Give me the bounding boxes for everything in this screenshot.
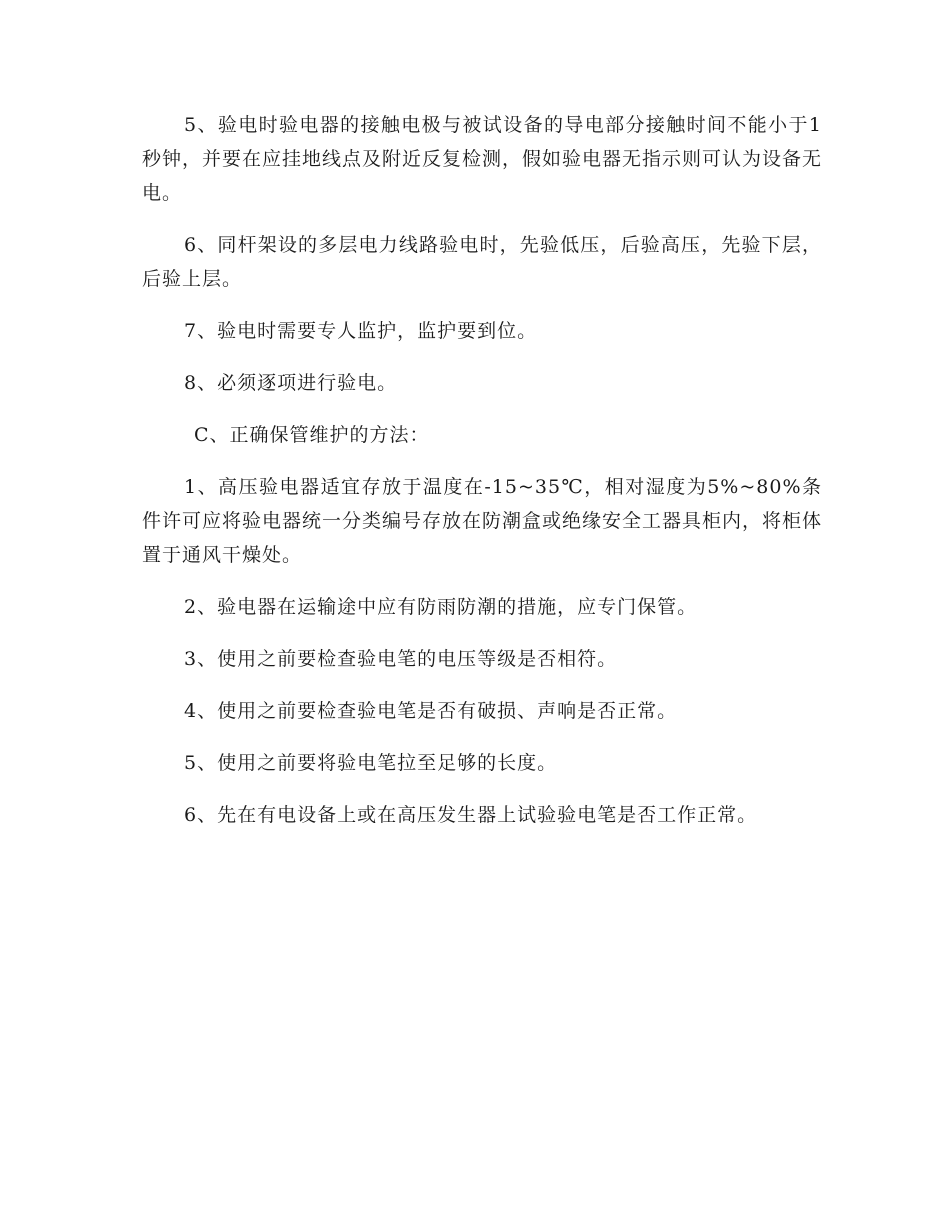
paragraph-7-supervision: 7、验电时需要专人监护，监护要到位。	[184, 320, 538, 342]
paragraph-storage-3: 3、使用之前要检查验电笔的电压等级是否相符。	[184, 648, 618, 670]
paragraph-storage-6: 6、先在有电设备上或在高压发生器上试验验电笔是否工作正常。	[184, 804, 758, 826]
paragraph-8-item-by-item: 8、必须逐项进行验电。	[184, 372, 398, 394]
paragraph-storage-1: 1、高压验电器适宜存放于温度在-15~35℃，相对湿度为5%~80%条件许可应将验电器统一分类编号存放在防潮盒或绝缘安全工器具柜内，将柜体置于通风干燥处。	[142, 476, 823, 566]
paragraph-6-multilayer-lines: 6、同杆架设的多层电力线路验电时，先验低压，后验高压，先验下层，后验上层。	[142, 234, 822, 290]
document-body	[142, 108, 822, 850]
paragraph-storage-2: 2、验电器在运输途中应有防雨防潮的措施，应专门保管。	[184, 596, 698, 618]
paragraph-storage-5: 5、使用之前要将验电笔拉至足够的长度。	[184, 752, 558, 774]
paragraph-storage-4: 4、使用之前要检查验电笔是否有破损、声响是否正常。	[184, 700, 678, 722]
paragraph-5-contact-time: 5、验电时验电器的接触电极与被试设备的导电部分接触时间不能小于1秒钟，并要在应挂地线点及附近反复检测，假如验电器无指示则可认为设备无电。	[142, 114, 823, 204]
section-heading-storage-maintenance: C、正确保管维护的方法：	[194, 424, 430, 446]
